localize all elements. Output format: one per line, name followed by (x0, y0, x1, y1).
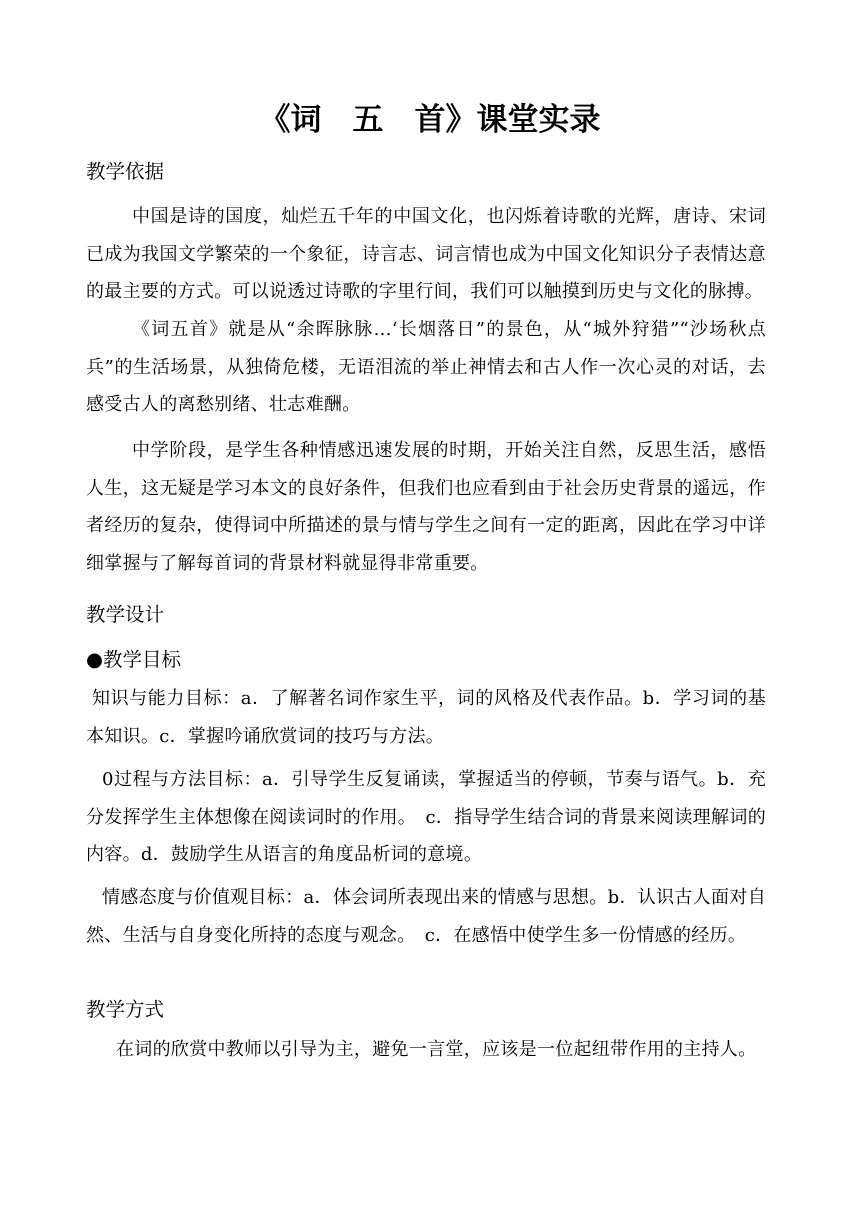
goal-process: 0过程与方法目标：a．引导学生反复诵读，掌握适当的停顿，节奏与语气。b．充分发挥学生主体想像在阅读词时的作用。 c．指导学生结合词的背景来阅读理解词的内容。d．鼓励学生从语言的角度品析词的意境。 (86, 769, 766, 866)
basis-paragraph-3: 中学阶段，是学生各种情感迅速发展的时期，开始关注自然，反思生活，感悟人生，这无疑是学习本文的良好条件，但我们也应看到由于社会历史背景的遥远，作者经历的复杂，使得词中所描述的景与情与学生之间有一定的距离，因此在学习中详细掌握与了解每首词的背景材料就显得非常重要。 (86, 440, 766, 574)
section-heading-basis: 教学依据 (86, 160, 165, 183)
goal-knowledge: 知识与能力目标：a．了解著名词作家生平，词的风格及代表作品。b．学习词的基本知识。c．掌握吟诵欣赏词的技巧与方法。 (86, 688, 766, 747)
section-heading-design: 教学设计 (86, 603, 165, 626)
section-heading-method: 教学方式 (86, 998, 165, 1021)
document-title: 《词 五 首》课堂实录 (259, 102, 601, 138)
basis-paragraph-2: 《词五首》就是从“余晖脉脉…‘长烟落日”的景色，从“城外狩猎”“沙场秋点兵”的生活场景，从独倚危楼，无语泪流的举止神情去和古人作一次心灵的对话，去感受古人的离愁别绪、壮志难酬。 (86, 319, 766, 416)
basis-paragraph-1: 中国是诗的国度，灿烂五千年的中国文化，也闪烁着诗歌的光辉，唐诗、宋词已成为我国文学繁荣的一个象征，诗言志、词言情也成为中国文化知识分子表情达意的最主要的方式。可以说透过诗歌的字里行间，我们可以触摸到历史与文化的脉搏。 (86, 206, 766, 303)
goals-heading: ●教学目标 (86, 648, 182, 671)
goal-emotion: 情感态度与价值观目标：a．体会词所表现出来的情感与思想。b．认识古人面对自然、生活与自身变化所持的态度与观念。 c．在感悟中使学生多一份情感的经历。 (86, 887, 766, 946)
method-paragraph: 在词的欣赏中教师以引导为主，避免一言堂，应该是一位起纽带作用的主持人。 (116, 1039, 757, 1060)
